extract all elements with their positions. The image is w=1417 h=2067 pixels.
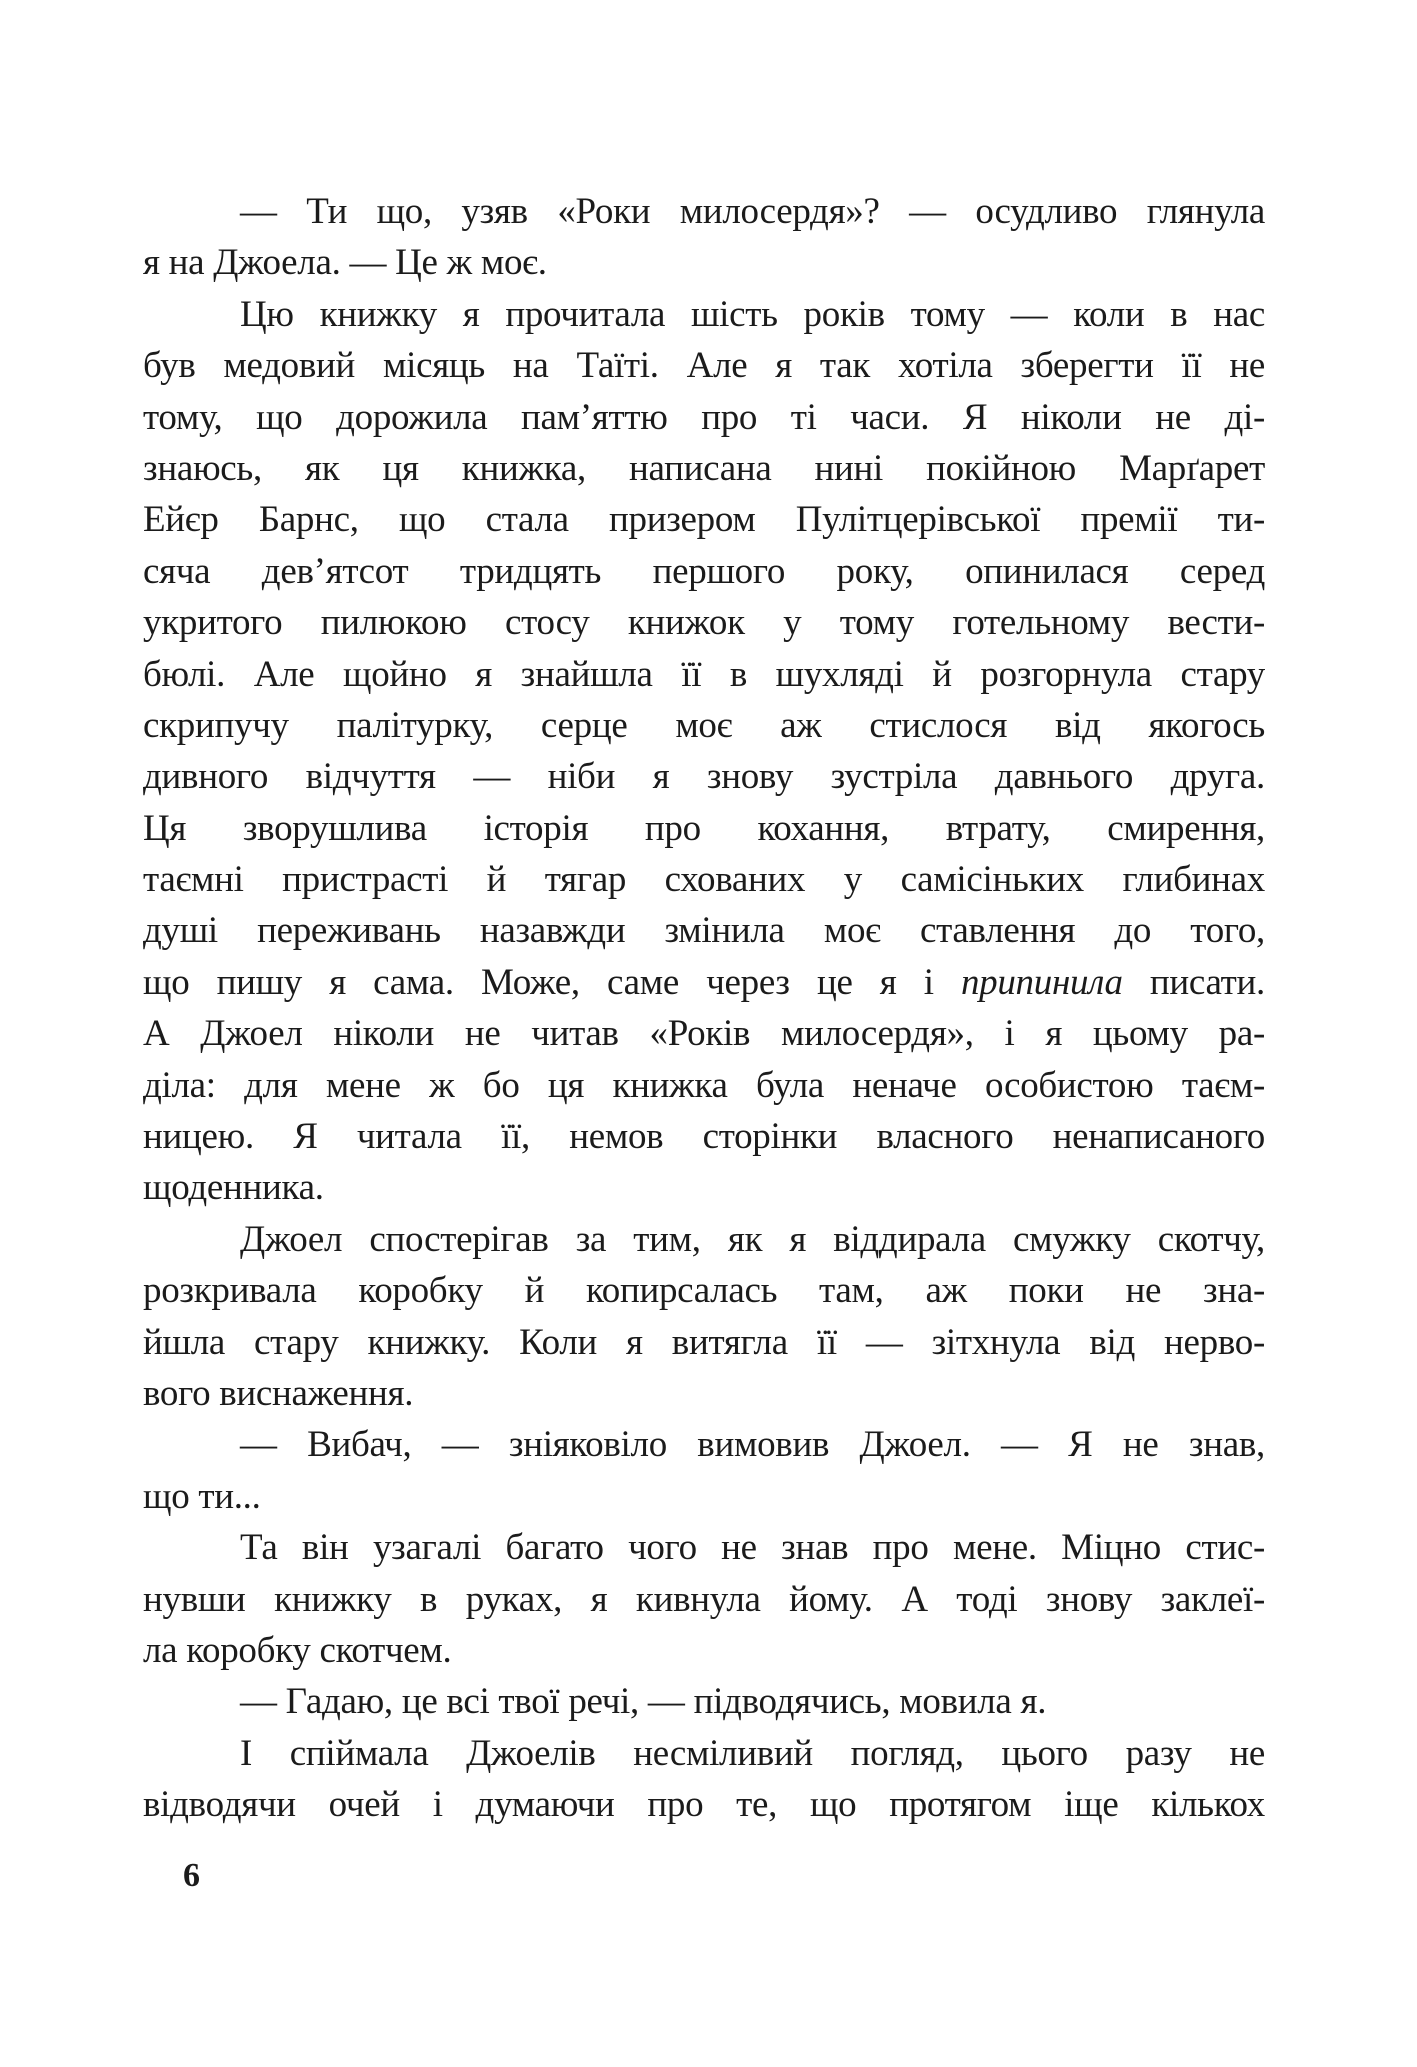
text-run: укритого пилюкою стосу книжок у тому готельному вести- <box>143 602 1265 644</box>
text-line <box>143 1676 1265 1727</box>
text-run: писати. <box>1122 961 1265 1003</box>
text-run: був медовий місяць на Таїті. Але я так хотіла зберегти її не <box>143 345 1265 387</box>
text-line <box>143 1625 1265 1676</box>
italic-text: припинила <box>960 961 1123 1003</box>
text-run: тому, що дорожила пам’яттю про ті часи. Я ніколи не ді- <box>143 396 1265 438</box>
text-run: — Ти що, узяв «Роки милосердя»? — осудливо глянула <box>240 191 1265 232</box>
text-line <box>143 700 1265 751</box>
text-run: душі переживань назавжди змінила моє ставлення до того, <box>143 910 1265 952</box>
text-run: — Вибач, — зніяковіло вимовив Джоел. — Я не знав, <box>240 1424 1265 1466</box>
text-run: ла коробку скотчем. <box>143 1629 452 1671</box>
text-line <box>143 803 1265 854</box>
text-line <box>143 854 1265 905</box>
text-run: вого виснаження. <box>143 1372 414 1414</box>
text-run: сяча дев’ятсот тридцять першого року, опинилася серед <box>143 550 1265 592</box>
text-line <box>143 1368 1265 1419</box>
text-run: що пишу я сама. Може, саме через це я і <box>143 961 961 1003</box>
text-line <box>143 1471 1265 1522</box>
text-run: Джоел спостерігав за тим, як я віддирала смужку скотчу, <box>240 1218 1265 1260</box>
text-line <box>143 957 1265 1008</box>
text-line <box>143 186 1265 237</box>
text-run: йшла стару книжку. Коли я витягла її — зітхнула від нерво- <box>143 1321 1265 1363</box>
text-run: І спіймала Джоелів несміливий погляд, цього разу не <box>240 1732 1265 1774</box>
text-line <box>143 1779 1265 1830</box>
text-line <box>143 494 1265 545</box>
text-line <box>143 751 1265 802</box>
text-line <box>143 649 1265 700</box>
text-line <box>143 1214 1265 1265</box>
text-line <box>143 905 1265 956</box>
text-line <box>143 237 1265 288</box>
text-run: таємні пристрасті й тягар схованих у самісіньких глибинах <box>143 859 1265 901</box>
text-run: розкривала коробку й копирсалась там, аж поки не зна- <box>143 1270 1265 1312</box>
text-line <box>143 1111 1265 1162</box>
text-line <box>143 1265 1265 1316</box>
text-line <box>143 1419 1265 1470</box>
text-line <box>143 289 1265 340</box>
text-run: Ейєр Барнс, що стала призером Пулітцерівської премії ти- <box>143 499 1265 541</box>
text-run: нувши книжку в руках, я кивнула йому. А тоді знову заклеї- <box>143 1578 1265 1620</box>
text-run: дивного відчуття — ніби я знову зустріла давнього друга. <box>143 756 1265 798</box>
text-run: скрипучу палітурку, серце моє аж стислося від якогось <box>143 704 1265 746</box>
text-run: що ти... <box>143 1475 261 1517</box>
text-line <box>143 1008 1265 1059</box>
text-run: бюлі. Але щойно я знайшла її в шухляді й розгорнула стару <box>143 653 1265 695</box>
text-line <box>143 1728 1265 1779</box>
text-run: Ця зворушлива історія про кохання, втрату, смирення, <box>143 807 1265 849</box>
text-line <box>143 597 1265 648</box>
text-line <box>143 340 1265 391</box>
text-run: відводячи очей і думаючи про те, що протягом іще кількох <box>143 1784 1265 1826</box>
text-run: — Гадаю, це всі твої речі, — підводячись, мовила я. <box>240 1681 1047 1723</box>
text-line <box>143 392 1265 443</box>
text-line <box>143 1060 1265 1111</box>
text-run: Цю книжку я прочитала шість років тому — коли в нас <box>240 293 1265 335</box>
text-run: я на Джоела. — Це ж моє. <box>143 242 547 284</box>
text-line <box>143 443 1265 494</box>
text-line <box>143 1574 1265 1625</box>
text-line <box>143 546 1265 597</box>
text-run: Та він узагалі багато чого не знав про мене. Міцно стис- <box>240 1527 1265 1569</box>
text-run: щоденника. <box>143 1167 324 1209</box>
text-run: знаюсь, як ця книжка, написана нині покійною Марґарет <box>143 447 1265 489</box>
page-text <box>143 186 1265 1831</box>
text-run: діла: для мене ж бо ця книжка була неначе особистою таєм- <box>143 1064 1265 1106</box>
text-line <box>143 1522 1265 1573</box>
text-line <box>143 1162 1265 1213</box>
text-run: А Джоел ніколи не читав «Років милосердя», і я цьому ра- <box>143 1013 1265 1055</box>
text-line <box>143 1317 1265 1368</box>
page-number: 6 <box>183 1857 200 1894</box>
text-run: ницею. Я читала її, немов сторінки власного ненаписаного <box>143 1116 1265 1158</box>
